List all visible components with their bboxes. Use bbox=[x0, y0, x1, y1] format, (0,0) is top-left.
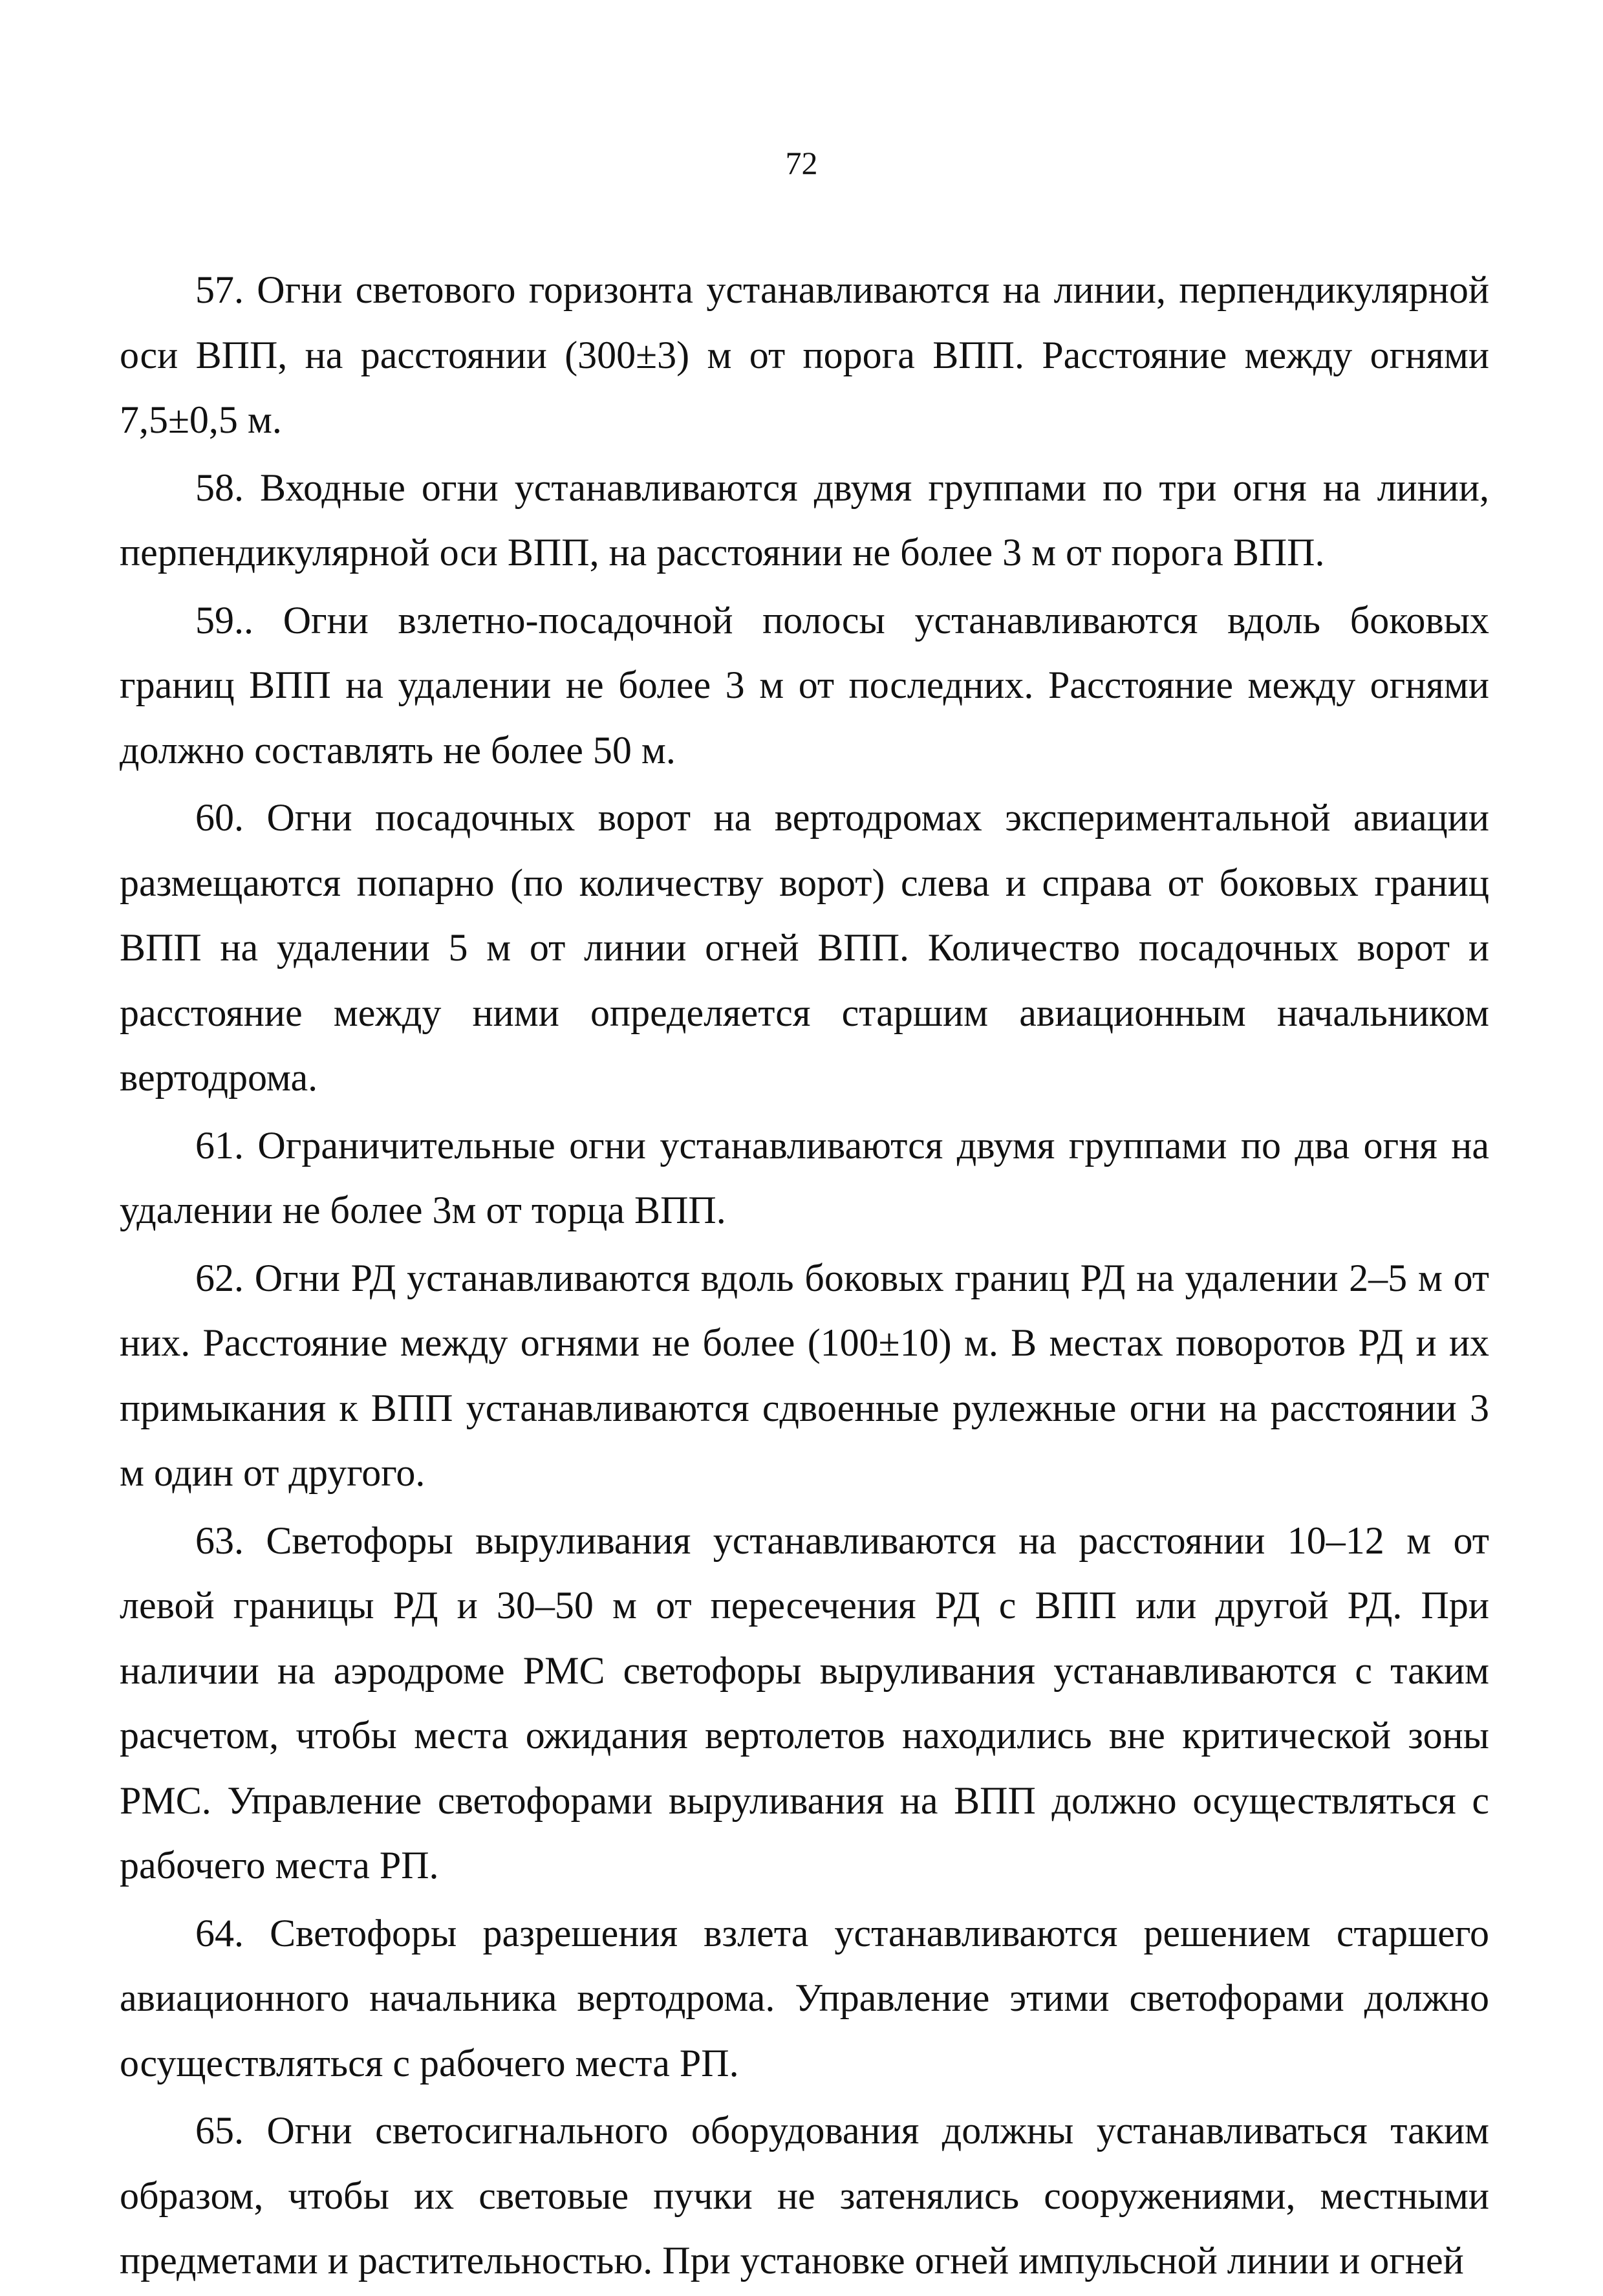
paragraph-63: 63. Светофоры выруливания устанавливаются на расстоянии 10–12 м от левой границы РД и 30–50 м от пересечения РД с ВПП или другой РД. При наличии на аэродроме РМС светофоры выруливания устанавливаются с таким расчетом, чтобы места ожидания вертолетов находились вне критической зоны РМС. Управление светофорами выруливания на ВПП должно осуществляться с рабочего места РП. bbox=[120, 1519, 1489, 1887]
page-number: 72 bbox=[785, 145, 818, 181]
paragraph-65: 65. Огни светосигнального оборудования должны устанавливаться таким образом, чтобы их световые пучки не затенялись сооружениями, местными предметами и растительностью. При установке огней импульсной линии и огней bbox=[120, 2109, 1489, 2282]
paragraph-64: 64. Светофоры разрешения взлета устанавливаются решением старшего авиационного начальника вертодрома. Управление этими светофорами должно осуществляться с рабочего места РП. bbox=[120, 1911, 1489, 2085]
paragraph-62: 62. Огни РД устанавливаются вдоль боковых границ РД на удалении 2–5 м от них. Расстояние между огнями не более (100±10) м. В местах поворотов РД и их примыкания к ВПП устанавливаются сдвоенные рулежные огни на расстоянии 3 м один от другого. bbox=[120, 1256, 1489, 1494]
document-body bbox=[120, 257, 1489, 2296]
paragraph-61: 61. Ограничительные огни устанавливаются двумя группами по два огня на удалении не более 3м от торца ВПП. bbox=[120, 1123, 1489, 1231]
paragraph-58: 58. Входные огни устанавливаются двумя группами по три огня на линии, перпендикулярной оси ВПП, на расстоянии не более 3 м от порога ВПП. bbox=[120, 466, 1489, 574]
paragraph-60: 60. Огни посадочных ворот на вертодромах экспериментальной авиации размещаются попарно (по количеству ворот) слева и справа от боковых границ ВПП на удалении 5 м от линии огней ВПП. Количество посадочных ворот и расстояние между ними определяется старшим авиационным начальником вертодрома. bbox=[120, 796, 1489, 1099]
paragraph-59: 59.. Огни взлетно-посадочной полосы устанавливаются вдоль боковых границ ВПП на удалении не более 3 м от последних. Расстояние между огнями должно составлять не более 50 м. bbox=[120, 598, 1489, 772]
paragraph-57: 57. Огни светового горизонта устанавливаются на линии, перпендикулярной оси ВПП, на расстоянии (300±3) м от порога ВПП. Расстояние между огнями 7,5±0,5 м. bbox=[120, 268, 1489, 441]
